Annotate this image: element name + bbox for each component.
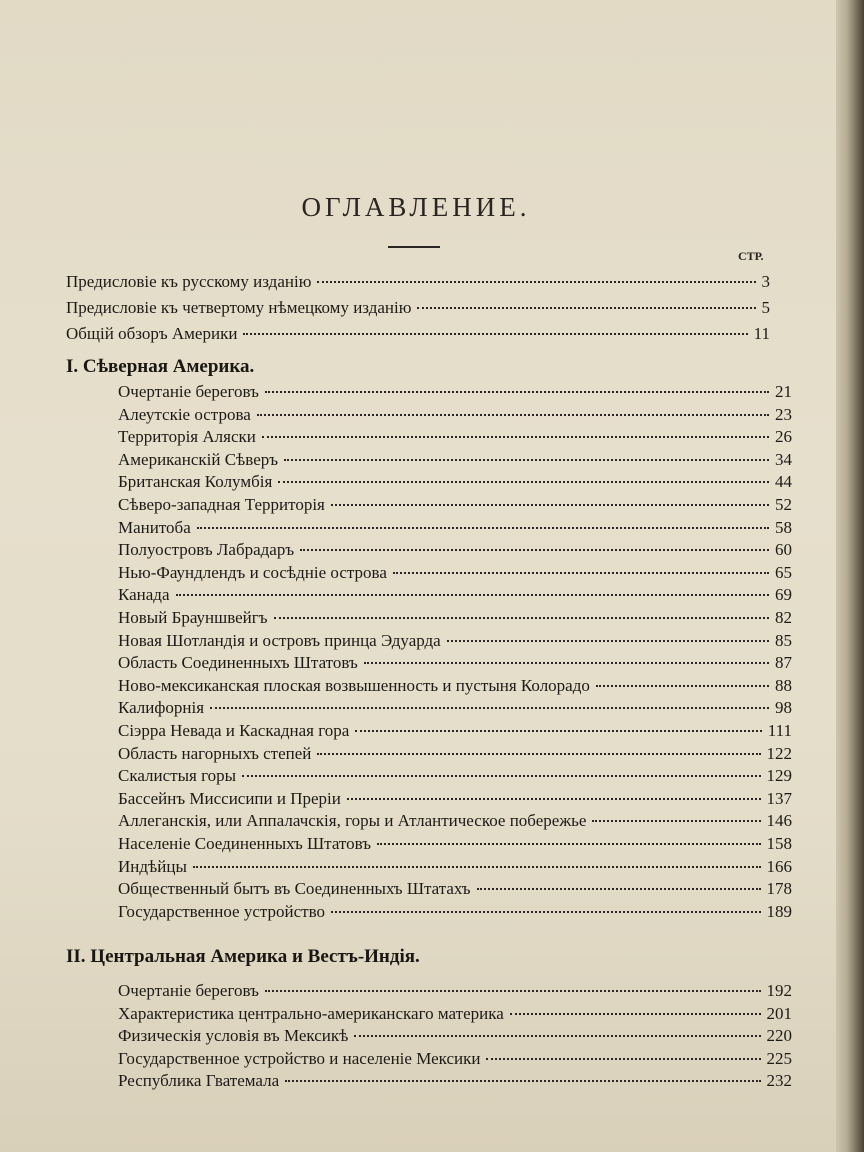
toc-entry <box>118 403 792 427</box>
toc-entry-page: 178 <box>766 879 792 899</box>
toc-entry <box>118 1047 792 1071</box>
toc-entry-page: 111 <box>767 721 792 740</box>
toc-entry-title: Общественный бытъ въ Соединенныхъ Штатахъ <box>118 879 471 899</box>
toc-entry <box>118 516 792 540</box>
dot-leader <box>176 593 770 596</box>
toc-entry-title: Очертаніе береговъ <box>118 981 259 1000</box>
toc-entry-title: Алеутскіе острова <box>118 404 251 424</box>
toc-entry-page: 5 <box>761 298 770 317</box>
toc-entry <box>118 979 792 1003</box>
dot-leader <box>447 639 769 642</box>
toc-entry-title: Манитоба <box>118 517 191 537</box>
toc-entry-title: Калифорнія <box>118 698 205 718</box>
toc-entry <box>118 606 792 630</box>
toc-entry-title: Государственное устройство и населеніе Мексики <box>118 1048 481 1068</box>
dot-leader <box>278 480 769 483</box>
toc-entry <box>118 742 792 766</box>
toc-entry <box>118 809 792 833</box>
toc-entry-title: Территорія Аляски <box>118 427 256 447</box>
toc-entry-page: 166 <box>766 856 792 876</box>
dot-leader <box>393 571 769 574</box>
toc-entry-page: 146 <box>766 811 792 831</box>
toc-entry <box>118 470 792 494</box>
toc-entry <box>118 629 792 653</box>
dot-leader <box>317 280 755 283</box>
toc-entry <box>118 493 792 517</box>
toc-entry-page: 3 <box>761 272 770 291</box>
toc-entry-page: 98 <box>775 698 792 718</box>
toc-entry-page: 11 <box>753 324 770 343</box>
dot-leader <box>477 887 761 890</box>
dot-leader <box>284 458 769 461</box>
toc-entry-page: 65 <box>775 562 792 582</box>
toc-entry-page: 220 <box>766 1026 792 1046</box>
dot-leader <box>417 306 755 309</box>
toc-entry-title: Предисловіе къ русскому изданію <box>66 272 312 291</box>
dot-leader <box>596 684 769 687</box>
toc-entry-title: Британская Колумбія <box>118 472 273 492</box>
toc-entry-title: Индѣйцы <box>118 856 187 876</box>
toc-entry-title: Физическія условія въ Мексикѣ <box>118 1026 349 1046</box>
toc-entry-page: 232 <box>766 1071 792 1091</box>
toc-entry-page: 85 <box>775 630 792 650</box>
dot-leader <box>274 616 769 619</box>
toc-entry-title: Канада <box>118 585 170 605</box>
dot-leader <box>331 910 760 913</box>
toc-entry <box>118 448 792 472</box>
toc-entry-title: Характеристика центрально-американскаго материка <box>118 1003 504 1023</box>
toc-entry-front <box>66 296 770 320</box>
dot-leader <box>377 842 760 845</box>
toc-entry-page: 189 <box>766 901 792 921</box>
section-heading: I. Сѣверная Америка. <box>66 356 255 377</box>
toc-entry <box>118 538 792 562</box>
toc-entry-title: Бассейнъ Миссисипи и Преріи <box>118 788 341 808</box>
page-title: ОГЛАВЛЕНИЕ. <box>301 192 531 222</box>
dot-leader <box>592 819 760 822</box>
toc-entry <box>118 583 792 607</box>
toc-entry-title: Государственное устройство <box>118 901 326 921</box>
dot-leader <box>285 1079 760 1082</box>
toc-entry <box>118 877 792 901</box>
dot-leader <box>197 526 769 529</box>
dot-leader <box>347 797 761 800</box>
dot-leader <box>210 706 769 709</box>
toc-entry-page: 88 <box>775 675 792 695</box>
toc-entry-page: 158 <box>766 834 792 853</box>
toc-entry <box>118 1002 792 1026</box>
dot-leader <box>265 390 769 393</box>
toc-entry <box>118 561 792 585</box>
toc-entry-page: 34 <box>775 449 792 469</box>
toc-entry-page: 69 <box>775 585 792 605</box>
toc-entry-title: Населеніе Соединенныхъ Штатовъ <box>118 834 372 853</box>
title-divider <box>388 246 440 248</box>
toc-entry-title: Полуостровъ Лабрадаръ <box>118 540 295 560</box>
toc-entry <box>118 1069 792 1093</box>
dot-leader <box>331 503 769 506</box>
toc-entry <box>118 719 792 743</box>
toc-entry-page: 192 <box>766 981 792 1000</box>
toc-entry-page: 44 <box>775 472 792 492</box>
toc-entry-title: Сѣверо-западная Территорія <box>118 495 325 514</box>
toc-entry <box>118 900 792 924</box>
toc-entry-title: Сіэрра Невада и Каскадная гора <box>118 721 350 740</box>
toc-entry-page: 23 <box>775 404 792 424</box>
dot-leader <box>243 332 747 335</box>
toc-entry <box>118 1024 792 1048</box>
toc-entry-title: Нью-Фаундлендъ и сосѣдніе острова <box>118 562 387 582</box>
dot-leader <box>300 548 769 551</box>
toc-entry <box>118 787 792 811</box>
toc-entry-page: 82 <box>775 608 792 627</box>
toc-entry <box>118 764 792 788</box>
toc-entry-page: 87 <box>775 653 792 673</box>
dot-leader <box>510 1012 761 1015</box>
toc-entry-title: Область нагорныхъ степей <box>118 743 312 763</box>
toc-entry-title: Американскій Сѣверъ <box>118 449 279 469</box>
toc-entry-page: 21 <box>775 382 792 401</box>
toc-entry-page: 201 <box>766 1003 792 1023</box>
toc-entry-page: 122 <box>766 743 792 763</box>
dot-leader <box>193 865 761 868</box>
toc-entry-title: Скалистыя горы <box>118 766 237 786</box>
toc-entry <box>118 674 792 698</box>
toc-entry-page: 129 <box>766 766 792 786</box>
toc-entry <box>118 651 792 675</box>
toc-entry-page: 52 <box>775 495 792 514</box>
dot-leader <box>364 661 769 664</box>
toc-entry-title: Новый Брауншвейгъ <box>118 608 268 627</box>
toc-entry-page: 225 <box>766 1048 792 1068</box>
dot-leader <box>257 413 769 416</box>
toc-entry-title: Общій обзоръ Америки <box>66 324 238 343</box>
dot-leader <box>355 729 761 732</box>
toc-entry-title: Новая Шотландія и островъ принца Эдуарда <box>118 630 441 650</box>
toc-entry-title: Республика Гватемала <box>118 1071 280 1091</box>
toc-entry <box>118 832 792 856</box>
toc-entry <box>118 425 792 449</box>
toc-entry-title: Предисловіе къ четвертому нѣмецкому изданію <box>66 298 412 317</box>
dot-leader <box>242 774 760 777</box>
toc-entry-page: 60 <box>775 540 792 560</box>
toc-entry-page: 58 <box>775 517 792 537</box>
toc-entry <box>118 696 792 720</box>
page-column-header: СТР. <box>738 249 764 263</box>
toc-entry-title: Аллеганскія, или Аппалачскія, горы и Атлантическое побережье <box>118 811 587 831</box>
dot-leader <box>265 989 761 992</box>
toc-entry-title: Очертаніе береговъ <box>118 382 259 401</box>
toc-entry <box>118 855 792 879</box>
toc-entry-page: 137 <box>766 788 792 808</box>
dot-leader <box>262 435 769 438</box>
toc-entry-front <box>66 322 770 346</box>
section-heading: II. Центральная Америка и Вестъ-Индія. <box>66 946 420 967</box>
toc-entry-title: Область Соединенныхъ Штатовъ <box>118 653 358 673</box>
toc-entry-front <box>66 270 770 294</box>
dot-leader <box>317 752 760 755</box>
dot-leader <box>486 1057 760 1060</box>
toc-entry <box>118 380 792 404</box>
toc-entry-title: Ново-мексиканская плоская возвышенность и пустыня Колорадо <box>118 675 590 695</box>
dot-leader <box>354 1034 760 1037</box>
toc-entry-page: 26 <box>775 427 792 447</box>
page-edge <box>836 0 864 1152</box>
